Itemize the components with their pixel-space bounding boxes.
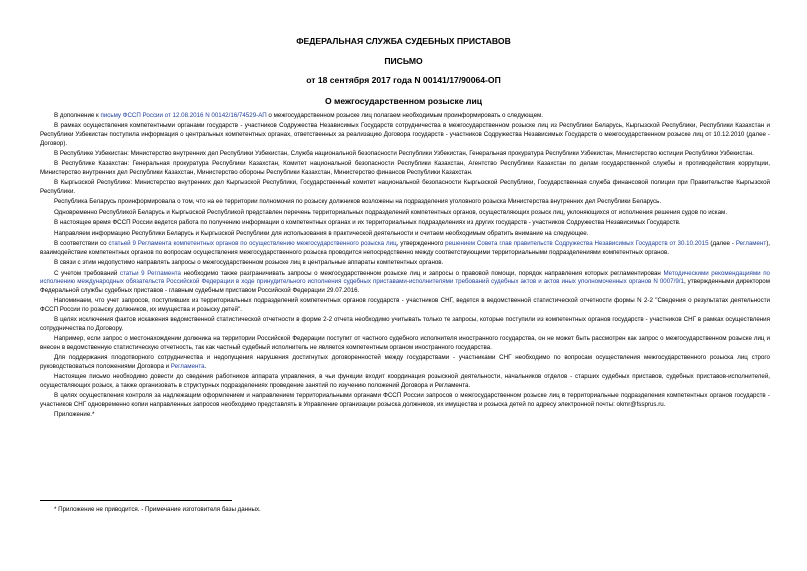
doc-date-number: от 18 сентября 2017 года N 00141/17/90064-ОП [306, 75, 501, 85]
text: о межгосударственном розыске лиц полагаем необходимым проинформировать о следующем. [266, 112, 543, 119]
text: С учетом требований [54, 269, 120, 277]
doc-subject: О межгосударственном розыске лиц [324, 96, 483, 106]
link-regulation-article-9[interactable]: статьей 9 Регламента компетентных органов по осуществлению межгосударственного розыска лиц [108, 240, 397, 248]
link-methodical-recommendations[interactable]: Методическими рекомендациями по исполнению международных обязательств Российской Федерации в ходе принудительного исполнения судебных приставами-исполнителями требований судебных актов и актов иных уполномоченных органов N 0007/9/1 [40, 269, 770, 286]
paragraph-kyrgyzstan: В Кыргызской Республике: Министерство внутренних дел Кыргызской Республики, Государственный комитет национальной безопасности Кыргызской Республики, Государственная служба финансовой полиции при Правительстве Кыргызской Республики. [40, 179, 770, 195]
footnote: * Приложение не приводится. - Примечание изготовителя базы данных. [54, 506, 261, 513]
link-council-decision[interactable]: решением Совета глав правительств Содружества Независимых Государств от 30.10.2015 [445, 240, 709, 248]
doc-type: ПИСЬМО [384, 56, 423, 66]
paragraph-cooperation: В рамках осуществления компетентными органами государств - участников Содружества Независимых Государств сотрудничества в межгосударственном розыске лиц из Республики Беларусь, Кыргызской Республики, Республики Казахстан и Республики Узбекистан поступила информация о центральных компетентных органах, ответственных за реализацию Договора государств - участников Содружества Независимых Государств о межгосударственном розыске лиц от 10.12.2010 (далее - Договор). [40, 122, 770, 147]
paragraph-inadmissible: В связи с этим недопустимо направлять запросы о межгосударственном розыске лиц в центральные аппараты компетентных органов. [54, 259, 444, 267]
paragraph-attachment: Приложение.* [54, 410, 95, 418]
text: необходимо также разграничивать запросы о межгосударственном розыске лиц и запросы о правовой помощи, порядок направления которых регламентирован [180, 269, 664, 277]
paragraph-staff-notice: Настоящее письмо необходимо довести до сведения работников аппарата управления, в чьи функции входит координация розыскной деятельности, начальников отделов - старших судебных приставов, судебных приставов-исполнителей, осуществляющих розыск, а также организовать в структурных подразделениях проведение занятий по изучению положений Договора и Регламента. [40, 373, 770, 389]
paragraph-uzbekistan: В Республике Узбекистан: Министерство внутренних дел Республики Узбекистан, Служба национальной безопасности Республики Узбекистан, Генеральная прокуратура Республики Узбекистан, Министерство юстиции Республики Узбекистан. [54, 149, 754, 157]
paragraph-regulation [40, 240, 770, 257]
paragraph-kazakhstan: В Республике Казахстан: Генеральная прокуратура Республики Казахстан, Комитет национальной безопасности Республики Казахстан, Агентство Республики Казахстан по делам государственной службы и противодействия коррупции, Министерство внутренних дел Республики Казахстан, Министерство обороны Республики Казахстан, Министерство финансов Республики Казахстан. [40, 160, 770, 176]
link-letter-fssp[interactable]: письму ФССП России от 12.08.2016 N 00142/16/74529-АП [100, 112, 267, 119]
text: , утвержденными директором Федеральной службы судебных приставов - главным судебным приставом Российской Федерации 29.07.2016. [40, 278, 770, 294]
paragraph-control: В целях осуществления контроля за надлежащим оформлением и направлением территориальными органами ФССП России запросов о межгосударственном розыске лиц в территориальные подразделения компетентных органов государств - участников СНГ одновременно копии направленных запросов необходимо представлять в Управление организации розыска должников, их имущества и розыска детей по адресу электронной почты: okmr@fssprus.ru. [40, 392, 770, 408]
text: В соответствии со [54, 240, 109, 248]
paragraph-current-work: В настоящее время ФССП России ведется работа по получению информации о компетентных органах и их территориальных подразделениях из других государств - участников Содружества Независимых Государств. [54, 219, 681, 227]
paragraph-forwarding: Направляем информацию Республики Беларусь и Кыргызской Республики для использования в практической деятельности и считаем необходимым обратить внимание на следующее. [54, 229, 589, 237]
footnote-divider [40, 500, 232, 501]
paragraph-cooperation-rules [40, 354, 770, 371]
letter-body [40, 112, 770, 421]
link-regulation[interactable]: Регламент [735, 240, 767, 248]
text: , утвержденного [396, 240, 446, 248]
paragraph-distortion: В целях исключения фактов искажения ведомственной статистической отчетности в форме 2-2 отчета необходимо учитывать только те запросы, которые поступили из компетентных органов государств - участников СНГ в рамках осуществления сотрудничества по Договору. [40, 316, 770, 332]
text: Для поддержания плодотворного сотрудничества и недопущения нарушения достигнутых договоренностей между государствами - участниками СНГ необходимо по вопросам осуществления межгосударственного розыска лиц строго руководствоваться положениями Договора и [40, 354, 770, 370]
link-regulation-c[interactable]: Регламента [170, 362, 205, 370]
paragraph-belarus: Республика Беларусь проинформировала о том, что на ее территории полномочия по розыску должников возложены на подразделения уголовного розыска Министерства внутренних дел Республики Беларусь. [54, 198, 662, 206]
paragraph-reporting-form: Напоминаем, что учет запросов, поступивших из территориальных подразделений компетентных органов государств - участников СНГ, ведется в ведомственной статистической отчетности формы N 2-2 "Сведения о результатах деятельности ФССП России по розыску должников, их имущества и розыску детей". [40, 297, 770, 313]
text: (далее - [708, 240, 736, 248]
org-title: ФЕДЕРАЛЬНАЯ СЛУЖБА СУДЕБНЫХ ПРИСТАВОВ [296, 36, 511, 46]
paragraph-list-provided: Одновременно Республикой Беларусь и Кыргызской Республикой представлен перечень территориальных подразделений компетентных органов, осуществляющих розыск лиц, уклоняющихся от исполнения решения судов по искам. [54, 208, 728, 216]
text: ), взаимодействие компетентных органов по вопросам осуществления межгосударственного розыска проводится непосредственно между соответствующими территориальными подразделениями компетентных органов. [40, 240, 771, 256]
text: В дополнение к [54, 112, 101, 119]
paragraph-legal-aid [40, 270, 770, 296]
paragraph-example: Например, если запрос о местонахождении должника на территории Российской Федерации поступит от частного судебного исполнителя иностранного государства, он не может быть рассмотрен как запрос о межгосударственном розыске лиц и внесен в ведомственную статистическую отчетность, так как частный судебный исполнитель не является компетентным органом иностранного государства. [40, 335, 770, 351]
text: . [204, 362, 207, 370]
link-regulation-article-9-b[interactable]: статьи 9 Регламента [119, 269, 181, 277]
paragraph-intro [40, 112, 770, 121]
